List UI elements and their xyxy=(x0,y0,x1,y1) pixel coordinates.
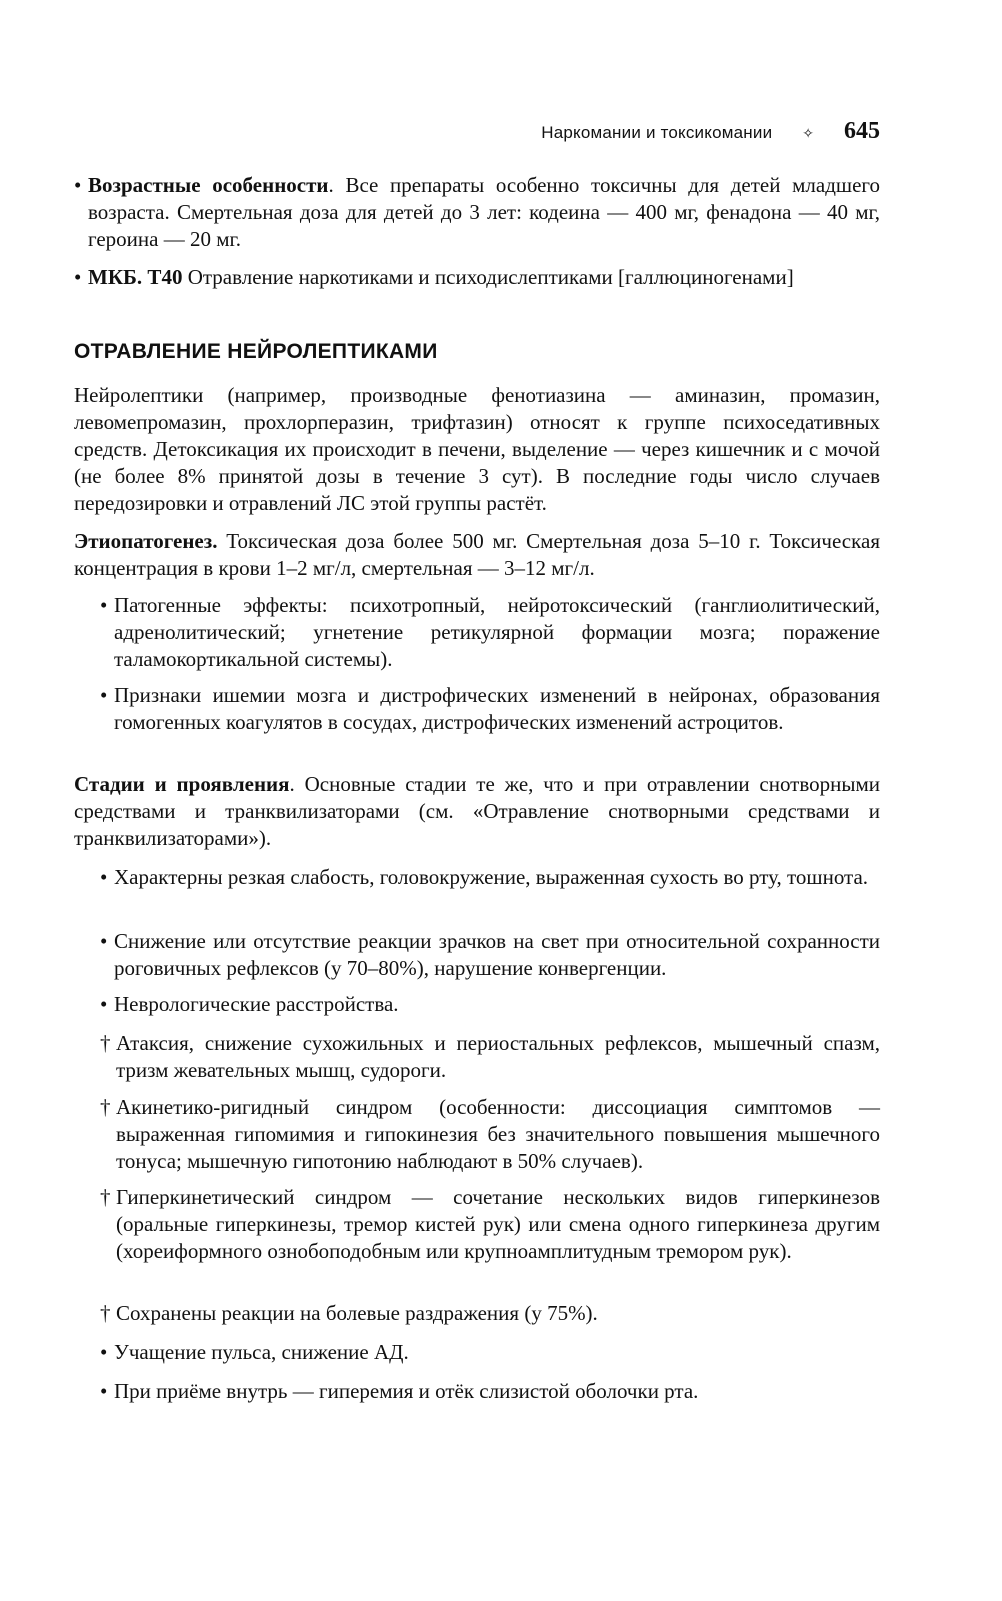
bullet-icon: • xyxy=(74,173,82,197)
running-head xyxy=(74,118,880,145)
dagger-item: † Сохранены реакции на болевые раздражения (у 75%). xyxy=(100,1301,598,1325)
stages-paragraph xyxy=(74,771,880,852)
item-lead: Возрастные особенности xyxy=(88,173,329,197)
list-item: • Патогенные эффекты: психотропный, нейротоксический (ганглиолитический, адренолитический; угнетение ретикулярной формации мозга; поражение таламокортикальной системы). xyxy=(100,593,880,671)
bullet-icon: • xyxy=(100,683,108,707)
list-item: • Признаки ишемии мозга и дистрофических изменений в нейронах, образования гомогенных коагулятов в сосудах, дистрофических изменений астроцитов. xyxy=(100,683,880,734)
bullet-icon: • xyxy=(100,1379,108,1403)
intro-paragraph: Нейролептики (например, производные фенотиазина — аминазин, промазин, левомепромазин, прохлорперазин, трифтазин) относят к группе психоседативных средств. Детоксикация их происходит в печени, выделение — через кишечник и с мочой (не более 8% принятой дозы в течение 3 сут). В последние годы число случаев передозировки и отравлений ЛС этой группы растёт. xyxy=(74,383,880,515)
bullet-icon: • xyxy=(100,593,108,617)
intro-item-icd xyxy=(74,264,880,291)
etiopathogenesis-paragraph xyxy=(74,528,880,582)
item-text: . Все препараты особенно токсичны для детей младшего возраста. Смертельная доза для детей до 3 лет: кодеина — 400 мг, фенадона — 40 мг, героина — 20 мг. xyxy=(88,173,880,251)
dagger-item: † Гиперкинетический синдром — сочетание нескольких видов гиперкинезов (оральные гиперкинезы, тремор кистей рук) или смена одного гиперкинеза другим (хореиформного ознобоподобным или крупноамплитудным тремором рук). xyxy=(100,1185,880,1263)
list-item: • При приёме внутрь — гиперемия и отёк слизистой оболочки рта. xyxy=(100,1379,699,1403)
page-number: 645 xyxy=(844,118,880,144)
item-lead: МКБ. Т40 xyxy=(88,265,183,289)
section-heading xyxy=(74,340,880,364)
dagger-icon: † xyxy=(100,1185,111,1209)
bullet-icon: • xyxy=(100,865,108,889)
list-item: • Неврологические расстройства. xyxy=(100,992,399,1016)
paragraph-lead: Стадии и проявления xyxy=(74,772,290,796)
dagger-item: † Атаксия, снижение сухожильных и периостальных рефлексов, мышечный спазм, тризм жевательных мышц, судороги. xyxy=(100,1031,880,1082)
dagger-item: † Акинетико-ригидный синдром (особенности: диссоциация симптомов — выраженная гипомимия и гипокинезия без значительного повышения мышечного тонуса; мышечную гипотонию наблюдают в 50% случаев). xyxy=(100,1095,880,1173)
bullet-icon: • xyxy=(74,265,82,289)
running-head-title: Наркомании и токсикомании xyxy=(541,123,773,142)
item-text: Отравление наркотиками и психодислептиками [галлюциногенами] xyxy=(182,265,794,289)
bullet-icon: • xyxy=(100,1340,108,1364)
section-intro xyxy=(74,382,880,517)
dagger-icon: † xyxy=(100,1095,111,1119)
bullet-icon: • xyxy=(100,929,108,953)
paragraph-text: . Основные стадии те же, что и при отравлении снотворными средствами и транквилизаторами (см. «Отравление снотворными средствами и транквилизаторами»). xyxy=(74,772,880,850)
diamond-icon: ✧ xyxy=(802,126,814,142)
dagger-icon: † xyxy=(100,1031,111,1055)
dagger-icon: † xyxy=(100,1301,111,1325)
paragraph-lead: Этиопатогенез. xyxy=(74,529,218,553)
list-item: • Учащение пульса, снижение АД. xyxy=(100,1340,409,1364)
list-item: • Характерны резкая слабость, головокружение, выраженная сухость во рту, тошнота. xyxy=(100,865,869,889)
paragraph-text: Токсическая доза более 500 мг. Смертельная доза 5–10 г. Токсическая концентрация в крови 1–2 мг/л, смертельная — 3–12 мг/л. xyxy=(74,529,880,580)
intro-item-age xyxy=(74,172,880,253)
list-item: • Снижение или отсутствие реакции зрачков на свет при относительной сохранности роговичных рефлексов (у 70–80%), нарушение конвергенции. xyxy=(100,929,880,980)
bullet-icon: • xyxy=(100,992,108,1016)
section-title: ОТРАВЛЕНИЕ НЕЙРОЛЕПТИКАМИ xyxy=(74,340,438,363)
